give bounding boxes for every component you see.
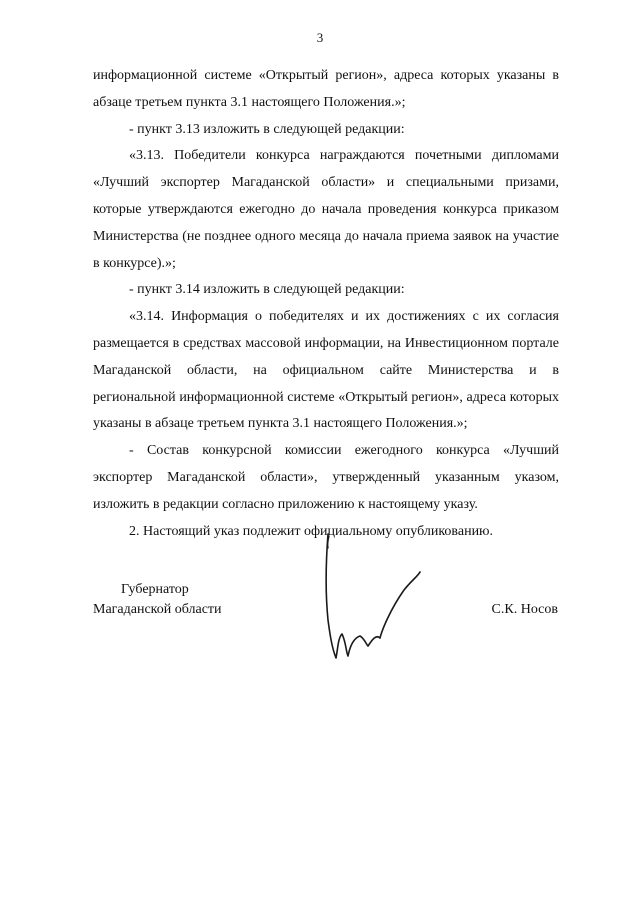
document-body: [93, 63, 559, 545]
signatory-title-line1: Губернатор: [121, 582, 189, 597]
paragraph-item-3-14-intro: - пункт 3.14 изложить в следующей редакции:: [129, 282, 405, 298]
handwritten-signature: [320, 530, 430, 670]
signatory-name: С.К. Носов: [491, 602, 558, 617]
paragraph-continuation: информационной системе «Открытый регион», адреса которых указаны в абзаце третьем пункта 3.1 настоящего Положения.»;: [93, 68, 559, 110]
paragraph-item-3-13: «3.13. Победители конкурса награждаются почетными дипломами «Лучший экспортер Магаданской области» и специальными призами, которые утверждаются ежегодно до начала проведения конкурса приказом Министерства (не позднее одного месяца до начала приема заявок на участие в конкурсе).»;: [93, 148, 559, 271]
paragraph-publication: 2. Настоящий указ подлежит официальному опубликованию.: [129, 523, 494, 539]
paragraph-item-3-14: «3.14. Информация о победителях и их достижениях с их согласия размещается в средствах массовой информации, на Инвестиционном портале Магаданской области, на официальном сайте Министерства и в региональной информационной системе «Открытый регион», адреса которых указаны в абзаце третьем пункта 3.1 настоящего Положения.»;: [93, 309, 559, 432]
signatory-title-line2: Магаданской области: [93, 602, 222, 617]
page-number: 3: [316, 30, 324, 45]
paragraph-commission: - Состав конкурсной комиссии ежегодного конкурса «Лучший экспортер Магаданской области», утвержденный указанным указом, изложить в редакции согласно приложению к настоящему указу.: [93, 443, 559, 512]
paragraph-item-3-13-intro: - пункт 3.13 изложить в следующей редакции:: [129, 121, 405, 137]
signatory-title: [93, 580, 222, 620]
signature-block: [0, 580, 640, 690]
